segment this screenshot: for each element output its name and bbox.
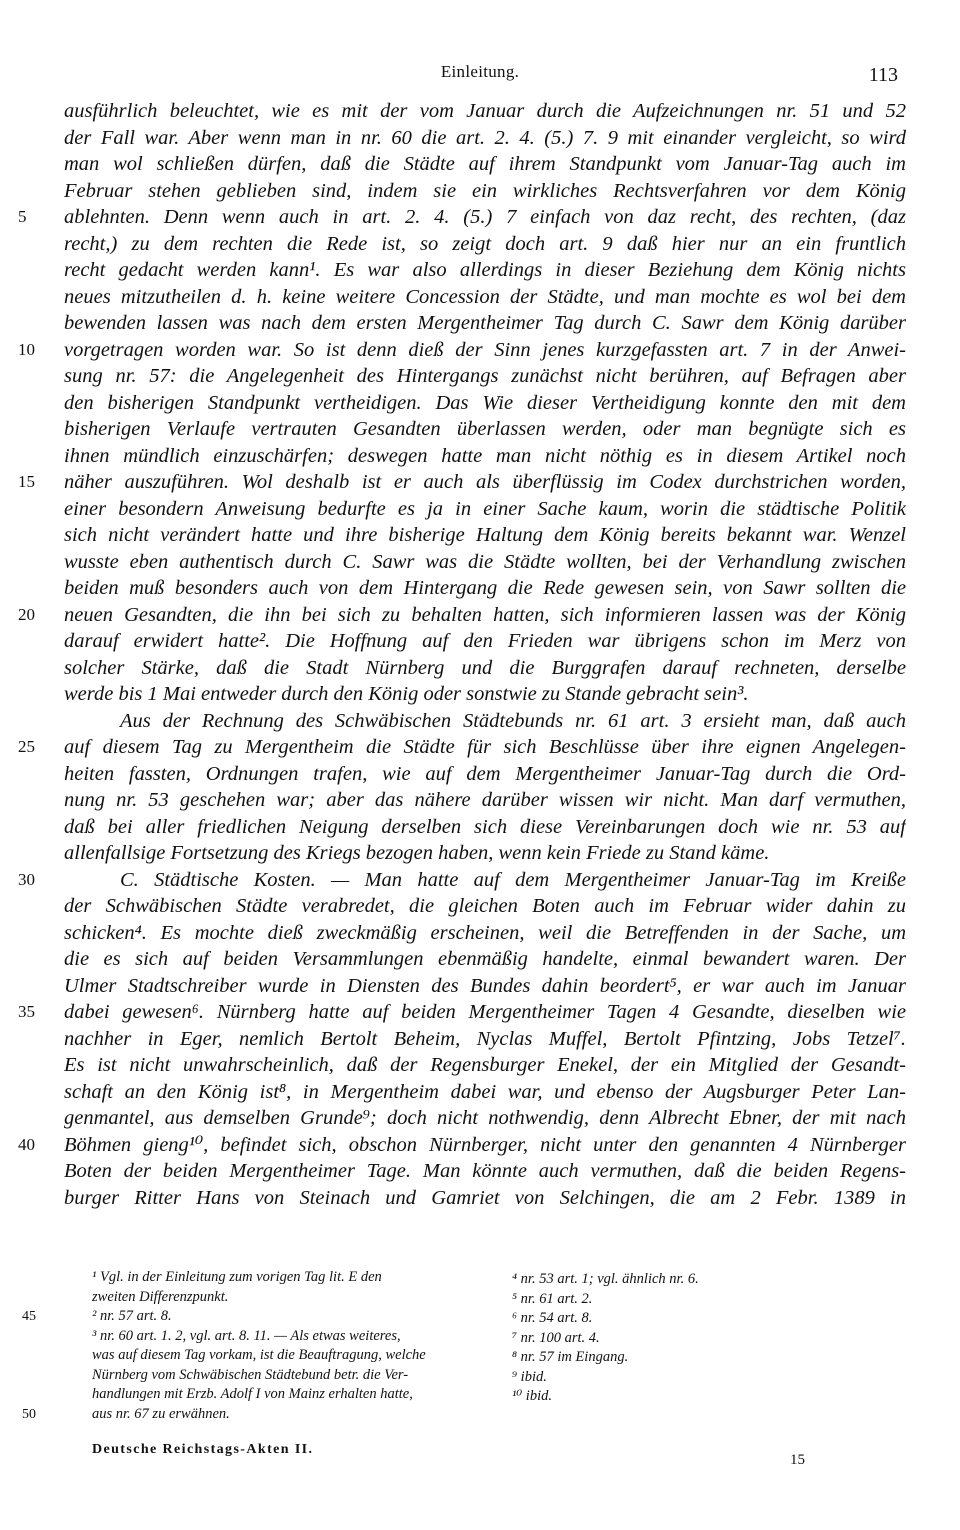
footnotes-left — [92, 1268, 482, 1424]
line-number: 10 — [18, 339, 35, 359]
text-line: Februar stehen geblieben sind, indem sie ein wirkliches Rechtsverfahren vor dem König — [64, 179, 906, 202]
text-line: darauf erwidert hatte². Die Hoffnung auf den Frieden war übrigens schon im Merz von — [64, 630, 906, 652]
footnote-line: ⁷ nr. 100 art. 4. — [512, 1329, 600, 1346]
text-line: werde bis 1 Mai entweder durch den König oder sonstwie zu Stande gebracht sein³. — [64, 683, 749, 705]
text-line: die es sich auf beiden Versammlungen ebenmäßig handelte, einmal bewandert waren. Der — [64, 948, 906, 970]
running-title: Einleitung. — [440, 62, 520, 81]
footnote-line: ⁸ nr. 57 im Eingang. — [512, 1349, 629, 1365]
page-number: 113 — [868, 64, 898, 86]
line-number: 5 — [18, 207, 27, 226]
text-line: neues mitzutheilen d. h. keine weitere Concession der Städte, und man mochte es wol bei dem — [64, 285, 906, 308]
text-line: auf diesem Tag zu Mergentheim die Städte für sich Beschlüsse über ihre eignen Angelegen- — [64, 736, 906, 758]
text-line: neuen Gesandten, die ihn bei sich zu behalten hatten, sich informieren lassen was der König — [64, 603, 906, 626]
line-number: 25 — [18, 737, 35, 756]
text-line: wusste eben authentisch durch C. Sawr was die Städte wollten, bei der Verhandlung zwischen — [64, 550, 906, 573]
footnote-line: handlungen mit Erzb. Adolf I von Mainz erhalten hatte, — [92, 1386, 413, 1402]
text-line: ablehnten. Denn wenn auch in art. 2. 4. (5.) 7 einfach von daz recht, des rechten, (daz — [64, 206, 906, 228]
text-line: burger Ritter Hans von Steinach und Gamriet von Selchingen, die am 2 Febr. 1389 in — [64, 1186, 906, 1209]
footnote-line: ⁹ ibid. — [512, 1368, 547, 1385]
footnote-line: ³ nr. 60 art. 1. 2, vgl. art. 8. 11. — Als etwas weiteres, — [92, 1327, 401, 1344]
text-line: recht gedacht werden kann¹. Es war also allerdings in dieser Beziehung dem König nichts — [64, 259, 906, 281]
footnote-line: ⁶ nr. 54 art. 8. — [512, 1310, 593, 1326]
text-line: sung nr. 57: die Angelegenheit des Hintergangs zunächst nicht berühren, auf Befragen aber — [64, 365, 906, 387]
footnote-line: Nürnberg vom Schwäbischen Städtebund betr. die Ver- — [92, 1366, 409, 1383]
series-title: Deutsche Reichstags-Akten II. — [92, 1442, 314, 1457]
text-line: Boten der beiden Mergentheimer Tage. Man könnte auch vermuthen, daß die beiden Regens- — [64, 1160, 906, 1182]
text-line: bisherigen Verlaufe vertrauten Gesandten überlassen werden, oder man begnügte sich es — [64, 418, 906, 440]
text-line: schicken⁴. Es mochte dieß zweckmäßig erscheinen, weil die Betreffenden in der Sache, um — [64, 921, 906, 944]
text-line: ihnen mündlich einzuschärfen; deswegen hatte man nicht nöthig es in diesem Artikel noch — [64, 444, 906, 467]
line-number: 30 — [18, 869, 35, 889]
footnote-line: ¹ Vgl. in der Einleitung zum vorigen Tag lit. E den — [92, 1269, 382, 1285]
footnote-line: ² nr. 57 art. 8. — [92, 1308, 172, 1324]
text-line: vorgetragen worden war. So ist denn dieß der Sinn jenes kurzgefassten art. 7 in der Anwei- — [64, 338, 906, 361]
line-number: 40 — [18, 1134, 35, 1154]
text-line: der Schwäbischen Städte verabredet, die gleichen Boten auch im Februar wider dahin zu — [64, 895, 906, 917]
text-line: bewenden lassen was nach dem ersten Mergentheimer Tag durch C. Sawr dem König darüber — [64, 312, 906, 334]
text-line: man wol schließen dürfen, daß die Städte auf ihrem Standpunkt vom Januar-Tag auch im — [64, 153, 906, 175]
text-line: heiten fassten, Ordnungen trafen, wie auf dem Mergentheimer Januar-Tag durch die Ord- — [64, 762, 906, 785]
text-line: recht,) zu dem rechten die Rede ist, so zeigt doch art. 9 daß hier nur an ein fruntlich — [64, 232, 906, 255]
text-line: Es ist nicht unwahrscheinlich, daß der Regensburger Enekel, der ein Mitglied der Gesandt- — [64, 1054, 906, 1076]
footnote-line: aus nr. 67 zu erwähnen. — [92, 1405, 230, 1422]
text-line: daß bei aller friedlichen Neigung derselben sich diese Vereinbarungen doch wie nr. 53 auf — [64, 815, 906, 838]
line-number: 20 — [18, 604, 35, 624]
footnote-line: was auf diesem Tag vorkam, ist die Beauftragung, welche — [92, 1347, 426, 1363]
text-line: den bisherigen Standpunkt vertheidigen. Das Wie dieser Vertheidigung konnte den mit dem — [64, 391, 906, 414]
line-number: 35 — [18, 1002, 35, 1021]
text-line: Böhmen gieng¹⁰, befindet sich, obschon Nürnberger, nicht unter den genannten 4 Nürnberger — [64, 1133, 906, 1156]
footnote-line: ⁵ nr. 61 art. 2. — [512, 1290, 593, 1307]
text-line: schaft an den König ist⁸, in Mergentheim dabei war, und ebenso der Augsburger Peter Lan- — [64, 1080, 906, 1103]
text-line: näher auszuführen. Wol deshalb ist er auch als überflüssig im Codex durchstrichen worden, — [64, 471, 906, 493]
signature-mark: 15 — [790, 1452, 805, 1468]
line-number: 50 — [22, 1406, 36, 1422]
footnotes-right — [512, 1270, 912, 1407]
footnote-line: zweiten Differenzpunkt. — [92, 1288, 229, 1305]
text-line: nachher in Eger, nemlich Bertolt Beheim, Nyclas Muffel, Bertolt Pfintzing, Jobs Tetzel⁷. — [64, 1027, 906, 1050]
text-line: beiden muß besonders auch von dem Hintergang die Rede gewesen sein, von Sawr sollten die — [64, 577, 906, 599]
text-line: C. Städtische Kosten. — Man hatte auf dem Mergentheimer Januar-Tag im Kreiße — [120, 868, 906, 891]
footnote-line: ¹⁰ ibid. — [512, 1388, 552, 1404]
text-line: der Fall war. Aber wenn man in nr. 60 die art. 2. 4. (5.) 7. 9 mit einander vergleicht, so wird — [64, 126, 906, 149]
line-number: 45 — [22, 1309, 36, 1324]
text-line: Ulmer Stadtschreiber wurde in Diensten des Bundes dahin beordert⁵, er war auch im Januar — [64, 974, 906, 997]
footnote-line: ⁴ nr. 53 art. 1; vgl. ähnlich nr. 6. — [512, 1271, 699, 1287]
text-line: sich nicht verändert hatte und ihre bisherige Haltung dem König bereits bekannt war. Wenzel — [64, 524, 906, 546]
text-line: dabei gewesen⁶. Nürnberg hatte auf beiden Mergentheimer Tagen 4 Gesandte, dieselben wie — [64, 1001, 906, 1023]
text-line: allenfallsige Fortsetzung des Kriegs bezogen haben, wenn kein Friede zu Stand käme. — [64, 842, 770, 864]
text-line: nung nr. 53 geschehen war; aber das nähere darüber wissen wir nicht. Man darf vermuthen, — [64, 789, 906, 811]
text-line: ausführlich beleuchtet, wie es mit der vom Januar durch die Aufzeichnungen nr. 51 und 52 — [64, 100, 906, 122]
text-line: Aus der Rechnung des Schwäbischen Städtebunds nr. 61 art. 3 ersieht man, daß auch — [120, 709, 906, 732]
text-line: solcher Stärke, daß die Stadt Nürnberg und die Burggrafen darauf rechneten, derselbe — [64, 656, 906, 679]
line-number: 15 — [18, 472, 35, 491]
text-line: genmantel, aus demselben Grunde⁹; doch nicht nothwendig, denn Albrecht Ebner, der mit nach — [64, 1107, 906, 1129]
text-line: einer besondern Anweisung bedurfte es ja in einer Sache kaum, worin die städtische Politik — [64, 497, 906, 520]
